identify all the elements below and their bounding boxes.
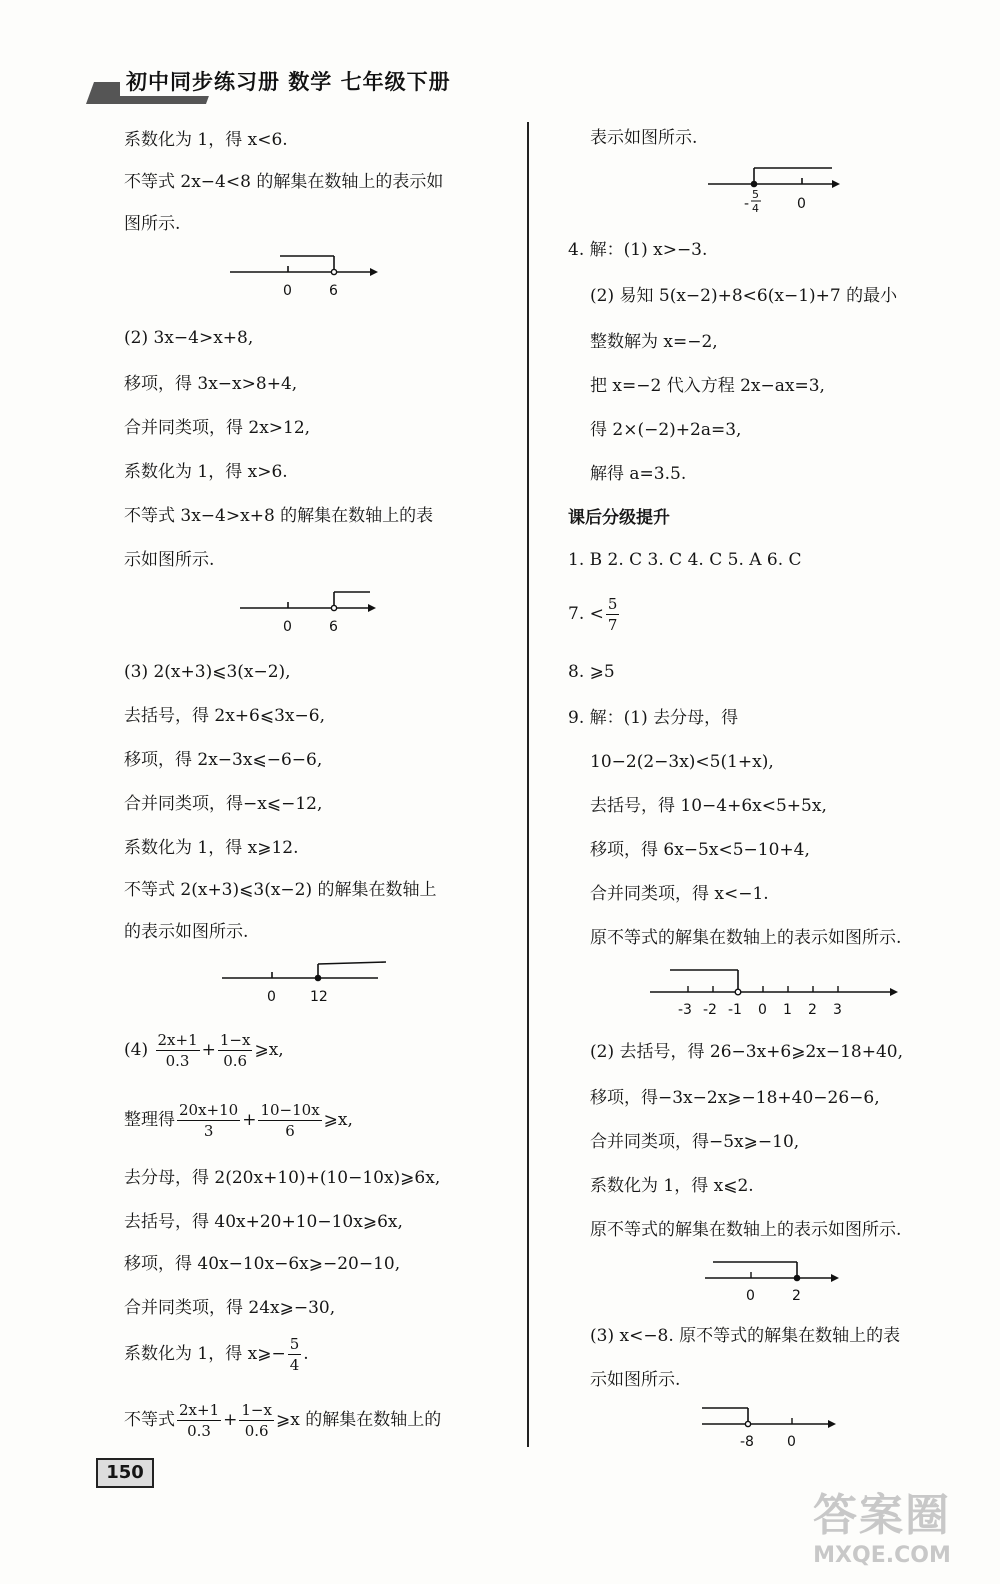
expression-line	[124, 1100, 353, 1141]
text-line: 原不等式的解集在数轴上的表示如图所示.	[590, 928, 902, 948]
text: 整理得	[124, 1110, 175, 1130]
text-line: 8. ⩾5	[568, 662, 615, 682]
text-line: (2) 3x−4>x+8,	[124, 328, 254, 348]
tick-label: -	[744, 196, 750, 212]
answer-list: 1. B 2. C 3. C 4. C 5. A 6. C	[568, 550, 802, 570]
text-line: 合并同类项，得−x⩽−12,	[124, 794, 323, 814]
tick-label: 6	[329, 283, 338, 299]
tick-label: -8	[740, 1434, 754, 1450]
tick-label: 2	[808, 1002, 817, 1018]
text-line: 合并同类项，得 24x⩾−30,	[124, 1298, 336, 1318]
column-divider	[527, 122, 529, 1447]
tick-label: 0	[746, 1288, 755, 1304]
header-title: 初中同步练习册 数学 七年级下册	[120, 66, 457, 96]
text: ⩾x,	[323, 1110, 353, 1130]
text-line: 表示如图所示.	[590, 128, 698, 148]
denominator: 0.3	[165, 1052, 190, 1070]
denominator: 3	[203, 1122, 214, 1140]
page-header	[90, 60, 510, 108]
text-line: 整数解为 x=−2,	[590, 332, 718, 352]
text-line: (2) 易知 5(x−2)+8<6(x−1)+7 的最小	[590, 286, 898, 306]
denominator: 4	[289, 1356, 300, 1374]
page-number: 150	[96, 1458, 154, 1488]
text-line: 示如图所示.	[590, 1370, 681, 1390]
expression-line	[124, 1030, 284, 1071]
text-line: 合并同类项，得 x<−1.	[590, 884, 769, 904]
text-line: 得 2×(−2)+2a=3,	[590, 420, 742, 440]
text: (4)	[124, 1040, 149, 1060]
text-line: 示如图所示.	[124, 550, 215, 570]
numerator: 5	[607, 595, 618, 613]
text-line: 移项，得 40x−10x−6x⩾−20−10,	[124, 1254, 401, 1274]
text-line: 10−2(2−3x)<5(1+x),	[590, 752, 774, 772]
text-line: 去括号，得 40x+20+10−10x⩾6x,	[124, 1212, 403, 1232]
denominator: 0.6	[223, 1052, 248, 1070]
text-line: 移项，得 2x−3x⩽−6−6,	[124, 750, 323, 770]
tick-label: -3	[678, 1002, 692, 1018]
expression-line	[124, 1400, 441, 1441]
text: +	[223, 1410, 238, 1430]
denominator: 0.3	[187, 1422, 211, 1440]
text-line: (2) 去括号，得 26−3x+6⩾2x−18+40,	[590, 1042, 904, 1062]
tick-label: 0	[797, 196, 806, 212]
number-line-5	[650, 966, 900, 1016]
text-line: 移项，得 6x−5x<5−10+4,	[590, 840, 810, 860]
section-heading: 课后分级提升	[568, 508, 670, 528]
tick-label: 0	[283, 619, 292, 635]
fraction	[288, 1334, 302, 1375]
expression-line	[568, 594, 621, 635]
fraction	[258, 1100, 321, 1141]
numerator: 2x+1	[179, 1401, 220, 1419]
tick-label: 3	[833, 1002, 842, 1018]
text-line: 去括号，得 10−4+6x<5+5x,	[590, 796, 827, 816]
number-line-7	[702, 1404, 842, 1450]
text: 系数化为 1，得 x⩾−	[124, 1344, 286, 1364]
tick-label: 0	[787, 1434, 796, 1450]
watermark-text: 答案圈	[813, 1490, 951, 1541]
number-line-6	[705, 1258, 845, 1304]
tick-label: -1	[728, 1002, 742, 1018]
text-line: 系数化为 1，得 x>6.	[124, 462, 288, 482]
denominator: 7	[607, 616, 618, 634]
numerator: 20x+10	[179, 1101, 239, 1119]
tick-label: 0	[267, 989, 276, 1005]
text: +	[201, 1040, 216, 1060]
text-line: 合并同类项，得 2x>12,	[124, 418, 311, 438]
text-line: 不等式 3x−4>x+8 的解集在数轴上的表	[124, 506, 434, 526]
text-line: 去括号，得 2x+6⩽3x−6,	[124, 706, 325, 726]
numerator: 1−x	[219, 1031, 251, 1049]
number-line-1	[230, 252, 380, 298]
text-line: 移项，得 3x−x>8+4,	[124, 374, 298, 394]
text: ⩾x 的解集在数轴上的	[275, 1410, 442, 1430]
tick-label: 12	[310, 989, 328, 1005]
tick-label: -2	[703, 1002, 717, 1018]
text-line: 不等式 2x−4<8 的解集在数轴上的表示如	[124, 172, 444, 192]
text-line: (3) x<−8. 原不等式的解集在数轴上的表	[590, 1326, 901, 1346]
text: .	[303, 1344, 309, 1364]
expression-line	[124, 1334, 309, 1375]
tick-label: 5	[752, 188, 759, 201]
watermark-logo	[792, 1490, 972, 1578]
fraction	[156, 1030, 200, 1071]
fraction	[177, 1400, 221, 1441]
numerator: 2x+1	[157, 1031, 198, 1049]
text-line: 原不等式的解集在数轴上的表示如图所示.	[590, 1220, 902, 1240]
text-line: 合并同类项，得−5x⩾−10,	[590, 1132, 800, 1152]
text: ⩾x,	[254, 1040, 284, 1060]
tick-label: 2	[792, 1288, 801, 1304]
text-line: 系数化为 1，得 x⩽2.	[590, 1176, 754, 1196]
denominator: 0.6	[244, 1422, 269, 1440]
watermark-url: MXQE.COM	[813, 1543, 951, 1568]
text-line: (3) 2(x+3)⩽3(x−2),	[124, 662, 291, 682]
text-line: 9. 解：(1) 去分母，得	[568, 708, 739, 728]
tick-label: 0	[283, 283, 292, 299]
text: 不等式	[124, 1410, 175, 1430]
fraction	[177, 1100, 240, 1141]
tick-label: 1	[783, 1002, 792, 1018]
text-line: 把 x=−2 代入方程 2x−ax=3,	[590, 376, 825, 396]
text-line: 去分母，得 2(20x+10)+(10−10x)⩾6x,	[124, 1168, 441, 1188]
fraction	[606, 594, 620, 635]
text-line: 图所示.	[124, 214, 181, 234]
tick-label: 6	[329, 619, 338, 635]
text-line: 不等式 2(x+3)⩽3(x−2) 的解集在数轴上	[124, 880, 437, 900]
tick-label: 4	[752, 202, 759, 215]
fraction	[239, 1400, 274, 1441]
numerator: 1−x	[241, 1401, 272, 1419]
text: +	[242, 1110, 257, 1130]
fraction	[218, 1030, 253, 1071]
numerator: 5	[289, 1335, 300, 1353]
text-line: 系数化为 1，得 x<6.	[124, 130, 288, 150]
text-line: 系数化为 1，得 x⩾12.	[124, 838, 299, 858]
text: 7. <	[568, 604, 604, 624]
numerator: 10−10x	[260, 1101, 320, 1119]
tick-label: 0	[758, 1002, 767, 1018]
denominator: 6	[285, 1122, 295, 1140]
number-line-3	[222, 958, 392, 1004]
number-line-2	[240, 588, 380, 634]
text-line: 移项，得−3x−2x⩾−18+40−26−6,	[590, 1088, 880, 1108]
text-line: 解得 a=3.5.	[590, 464, 687, 484]
number-line-4	[708, 164, 848, 214]
text-line: 的表示如图所示.	[124, 922, 249, 942]
text-line: 4. 解：(1) x>−3.	[568, 240, 708, 260]
